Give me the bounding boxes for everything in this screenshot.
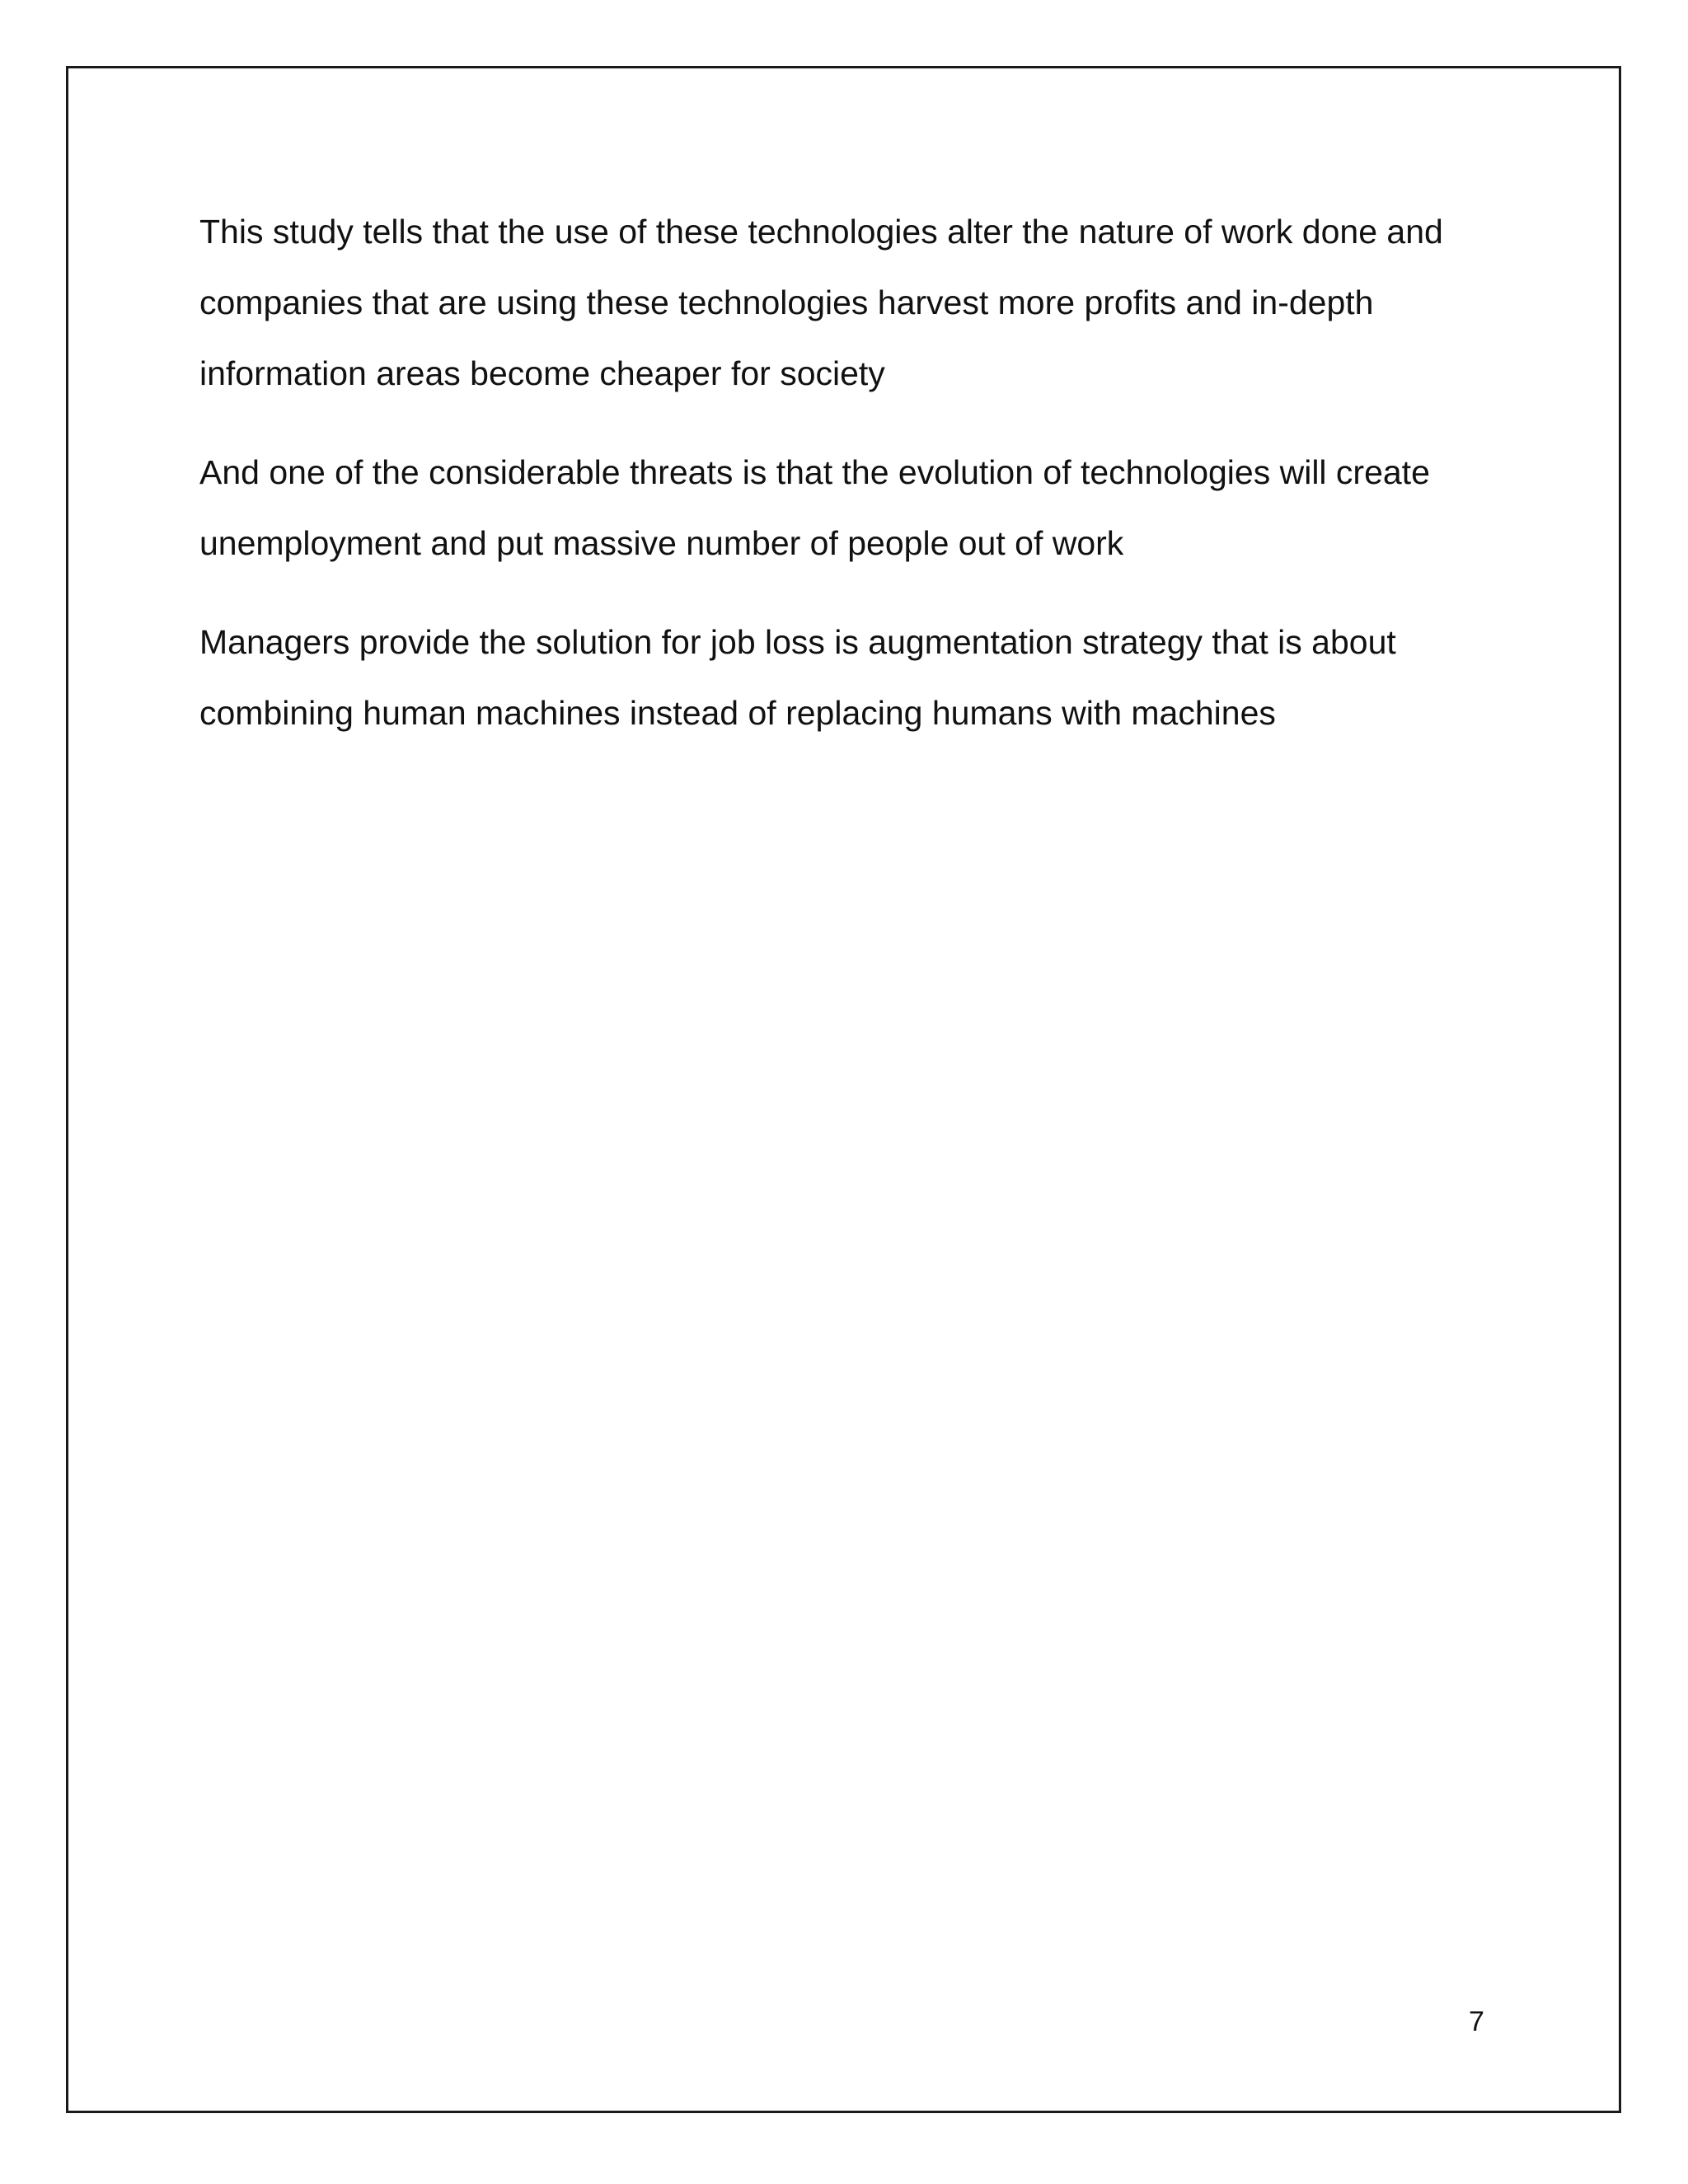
paragraph-1: This study tells that the use of these technologies alter the nature of work done and companies that are using these technologies harvest more profits and in-depth information areas become cheaper for society	[199, 213, 1443, 392]
body-text	[199, 196, 1518, 776]
paragraph-3: Managers provide the solution for job loss is augmentation strategy that is about combining human machines instead of replacing humans with machines	[199, 623, 1396, 732]
page-number: 7	[1469, 2006, 1484, 2037]
paragraph-2: And one of the considerable threats is that the evolution of technologies will create unemployment and put massive number of people out of work	[199, 453, 1430, 562]
